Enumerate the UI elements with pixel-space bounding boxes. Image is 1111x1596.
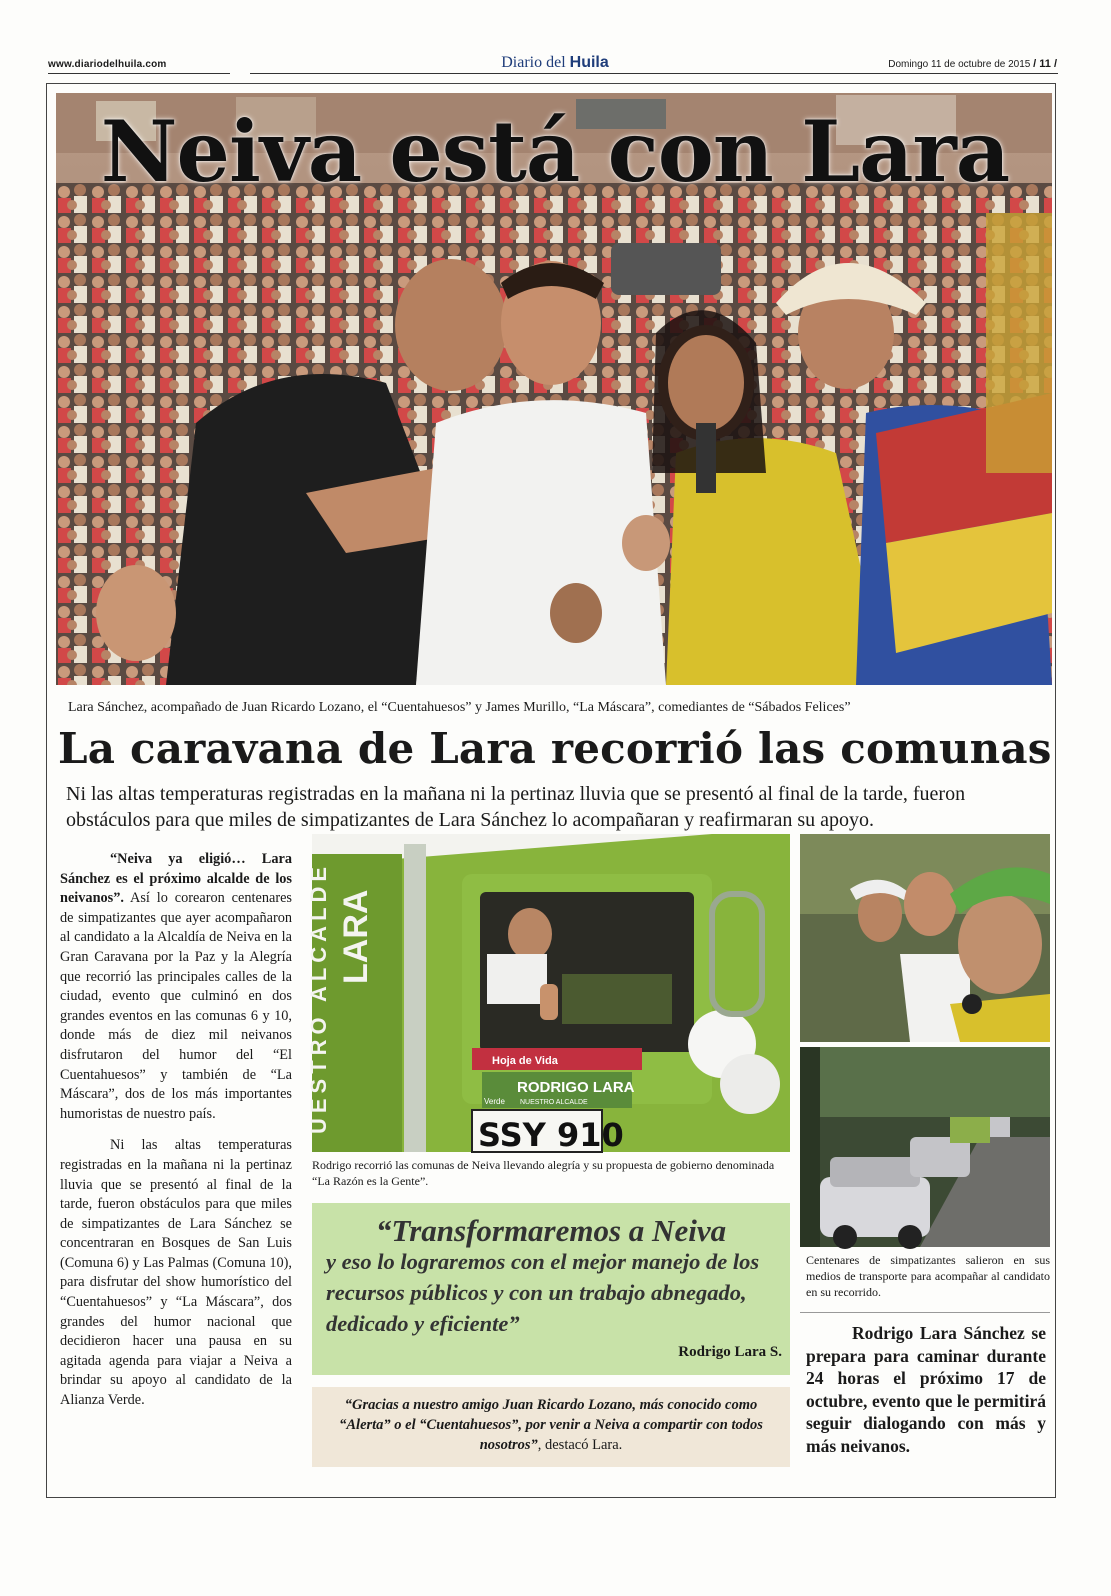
paragraph-2: Ni las altas temperaturas registradas en la mañana ni la pertinaz lluvia que se presentó al final de la tarde, fueron obstáculos para que miles de simpatizantes de Lara Sánchez se concentraran en Bosques de San Luis (Comuna 6) y Las Palmas (Comuna 10), para disfrutar del show humorístico del “Cuentahuesos” y “La Máscara”, dos grandes del humor nacional que decidieron hacer una pausa en su agitada agenda para viajar a Neiva a brindar su apoyo al candidato de la Alianza Verde. [60,1137,292,1409]
hero-caption: Lara Sánchez, acompañado de Juan Ricardo Lozano, el “Cuentahuesos” y James Murillo, “La Máscara”, comediantes de “Sábados Felices” [68,700,851,715]
truck-photo [306,834,790,1154]
issue-date [888,58,1057,70]
paragraph-1-rest: Así lo corearon centenares de simpatizantes que ayer acompañaron al candidato a la Alcaldía de Neiva en la Gran Caravana por la Paz y la Alegría que recorrió las principales calles de la ciudad, evento que culminó en dos grandes eventos en las comunas 6 y 10, donde más de diez mil neivanos disfrutaron del humor del “El Cuentahuesos” y también de “La Máscara”, dos de los más importantes humoristas de nuestro país. [60,890,292,1122]
pull-quote-rest: y eso lo lograremos con el mejor manejo de los recursos públicos y con un trabajo abnegado, dedicado y eficiente” [326,1249,760,1336]
photo-vehicle-caravan [800,1047,1050,1247]
masthead-rule-right [250,73,1058,74]
photo-candidate-closeup [800,834,1050,1042]
truck-side-brand: LARA [337,889,375,984]
paper-name [440,54,670,72]
thanks-quote-tail: , destacó Lara. [537,1437,623,1453]
photo-closeup-illustration [800,834,1050,1042]
thanks-quote-italic: “Gracias a nuestro amigo Juan Ricardo Lozano, más conocido como “Alerta” o el “Cuentahuesos”, por venir a Neiva a compartir con todos nosotros” [339,1397,763,1453]
sign-hoja-de-vida: Hoja de Vida [492,1055,558,1067]
masthead-rule-left [48,73,230,74]
pull-quote-lead: “Transformaremos a Neiva [375,1213,727,1248]
site-url: www.diariodelhuila.com [48,59,167,70]
sign-brand: RODRIGO LARA [517,1079,635,1096]
sidebar-text [806,1322,1046,1457]
caravan-caption: Centenares de simpatizantes salieron en sus medios de transporte para acompañar al candidato en su recorrido. [806,1253,1050,1299]
paper-name-plain: Diario del [501,54,570,71]
article-body [60,850,292,1423]
pull-quote-text [326,1215,776,1339]
paper-name-bold: Huila [569,54,609,71]
page-number: / 11 / [1033,58,1057,70]
photo-caravan-illustration [800,1047,1050,1247]
sign-verde: Verde [484,1097,505,1106]
thanks-quote-text [322,1395,780,1455]
truck-caption: Rodrigo recorrió las comunas de Neiva llevando alegría y su propuesta de gobierno denominada “La Razón es la Gente”. [312,1158,775,1188]
hero-title: Neiva está con Lara [100,102,1010,201]
thanks-quote [312,1387,790,1467]
truck-side-text: UESTRO ALCALDE [306,861,331,1134]
sign-subtitle: NUESTRO ALCALDE [520,1099,588,1106]
license-plate: SSY 910 [478,1116,624,1154]
paragraph-1-lead: “Neiva ya eligió… Lara Sánchez es el próximo alcalde de los neivanos”. [60,851,292,907]
truck-photo-illustration [306,834,790,1154]
sidebar-rule [800,1312,1050,1313]
article-deck: Ni las altas temperaturas registradas en la mañana ni la pertinaz lluvia que se presentó al final de la tarde, fueron obstáculos para que miles de simpatizantes de Lara Sánchez lo acompañaran y reafirmaran su apoyo. [66,783,966,831]
pull-quote [312,1203,790,1375]
sidebar-body: Rodrigo Lara Sánchez se prepara para caminar durante 24 horas el próximo 17 de octubre, evento que le permitirá seguir dialogando con más y más neivanos. [806,1323,1046,1456]
article-headline: La caravana de Lara recorrió las comunas [58,724,1052,773]
pull-quote-author: Rodrigo Lara S. [678,1344,782,1360]
date-text: Domingo 11 de octubre de 2015 [888,59,1031,70]
paragraph-1 [60,850,292,1124]
